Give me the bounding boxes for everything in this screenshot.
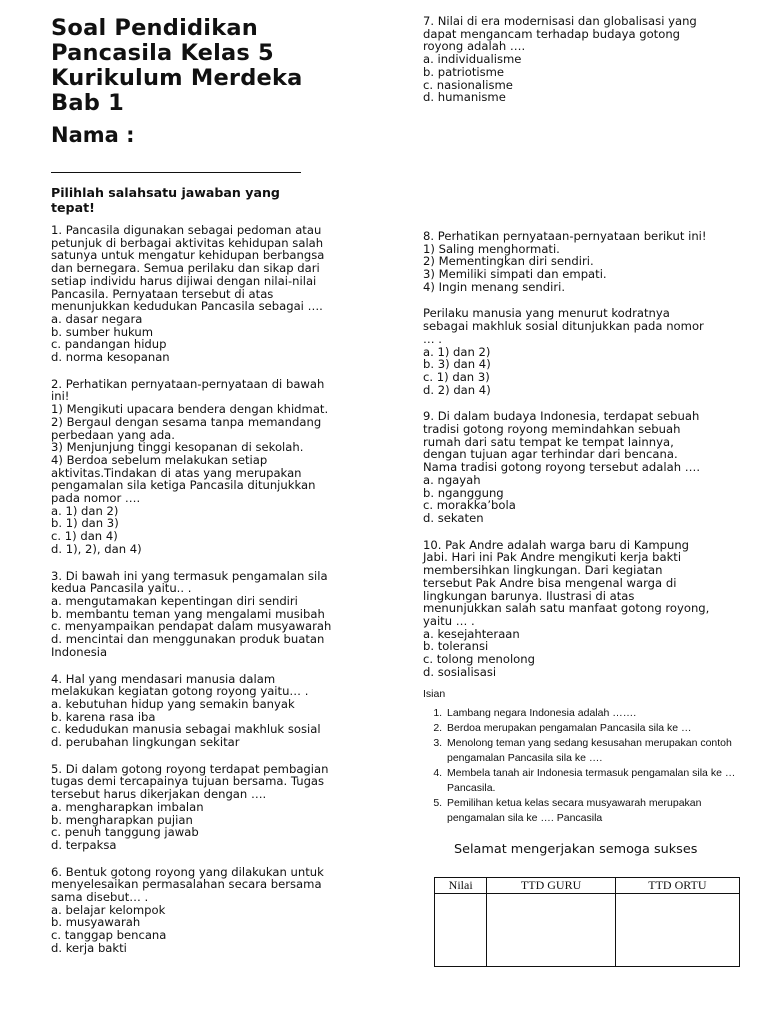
question-line: menunjukkan kedudukan Pancasila sebagai ….	[51, 299, 323, 314]
question-line: perbedaan yang ada.	[51, 427, 175, 442]
question-line: 1) Mengikuti upacara bendera dengan khidmat.	[51, 402, 329, 417]
question-line: b. membantu teman yang mengalami musibah	[51, 606, 325, 621]
ttd-ortu-cell[interactable]	[615, 894, 739, 967]
question-line: d. terpaksa	[51, 837, 117, 852]
question-line: a. individualisme	[423, 52, 522, 67]
question-block	[423, 230, 758, 294]
question-line: a. 1) dan 2)	[423, 344, 491, 359]
title-line: Kurikulum Merdeka	[51, 65, 303, 91]
question-line: tugas demi tercapainya tujuan bersama. Tugas	[51, 774, 325, 789]
question-line: c. morakka’bola	[423, 498, 516, 513]
question-line: d. perubahan lingkungan sekitar	[51, 735, 240, 750]
question-line: c. 1) dan 3)	[423, 369, 490, 384]
question-line: satunya untuk mengatur kehidupan berbangsa	[51, 248, 325, 263]
question-line: a. mengharapkan imbalan	[51, 799, 204, 814]
question-line: a. kebutuhan hidup yang semakin banyak	[51, 696, 295, 711]
question-line: dengan tujuan agar terhindar dari bencana.	[423, 447, 678, 462]
isian-list	[423, 706, 758, 826]
isian-item: 1. Lambang negara Indonesia adalah …….	[445, 706, 758, 721]
closing-text: Selamat mengerjakan semoga sukses	[454, 842, 698, 858]
question-line: rumah dari satu tempat ke tempat lainnya,	[423, 434, 674, 449]
question-line: d. kerja bakti	[51, 940, 127, 955]
right-questions	[423, 15, 758, 678]
question-line: b. toleransi	[423, 639, 489, 654]
question-line: aktivitas.Tindakan di atas yang merupakan	[51, 465, 302, 480]
name-line	[51, 172, 301, 173]
title-line: Soal Pendidikan	[51, 15, 258, 41]
header-ttd-ortu: TTD ORTU	[615, 878, 739, 894]
question-line: c. kedudukan manusia sebagai makhluk sosial	[51, 722, 321, 737]
question-block	[51, 673, 371, 749]
nilai-cell[interactable]	[435, 894, 487, 967]
isian-title: Isian	[423, 688, 446, 701]
question-line: tradisi gotong royong memindahkan sebuah	[423, 422, 681, 437]
left-column	[51, 0, 371, 955]
question-line: d. sosialisasi	[423, 664, 497, 679]
question-line: a. belajar kelompok	[51, 902, 166, 917]
name-label: Nama :	[51, 123, 135, 147]
question-line: a. dasar negara	[51, 311, 143, 326]
question-line: dan bernegara. Semua perilaku dan sikap dari	[51, 261, 320, 276]
question-block	[423, 15, 758, 104]
question-line: menyelesaikan permasalahan secara bersama	[51, 877, 322, 892]
left-questions	[51, 224, 371, 955]
question-line: 5. Di dalam gotong royong terdapat pembagian	[51, 761, 329, 776]
question-line: Nama tradisi gotong royong tersebut adalah ….	[423, 460, 701, 475]
question-line: petunjuk di berbagai aktivitas kehidupan salah	[51, 235, 324, 250]
question-line: a. kesejahteraan	[423, 626, 520, 641]
question-line: Perilaku manusia yang menurut kodratnya	[423, 306, 670, 321]
question-line: tersebut Pak Andre bisa mengenal warga di	[423, 575, 677, 590]
question-line: lingkungan barunya. Ilustrasi di atas	[423, 588, 635, 603]
ttd-guru-cell[interactable]	[487, 894, 615, 967]
question-line: 3) Menjunjung tinggi kesopanan di sekolah.	[51, 440, 304, 455]
question-line: 2) Mementingkan diri sendiri.	[423, 254, 594, 269]
question-block	[423, 539, 758, 679]
question-line: b. nganggung	[423, 485, 504, 500]
question-line: 3) Memiliki simpati dan empati.	[423, 267, 607, 282]
question-line: yaitu … .	[423, 613, 475, 628]
question-line: b. karena rasa iba	[51, 709, 156, 724]
question-line: … .	[423, 331, 442, 346]
instruction	[51, 185, 371, 215]
question-line: setiap individu harus dijiwai dengan nilai-nilai	[51, 273, 317, 288]
question-line: tersebut harus dikerjakan dengan ….	[51, 787, 267, 802]
question-block	[51, 378, 371, 556]
question-line: sebagai makhluk sosial ditunjukkan pada nomor	[423, 319, 704, 334]
header-nilai: Nilai	[435, 878, 487, 894]
question-line: melakukan kegiatan gotong royong yaitu… .	[51, 684, 309, 699]
question-line: c. 1) dan 4)	[51, 529, 118, 544]
question-line: c. pandangan hidup	[51, 337, 167, 352]
question-line: membersihkan lingkungan. Dari kegiatan	[423, 563, 663, 578]
question-line: 2) Bergaul dengan sesama tanpa memandang	[51, 414, 322, 429]
isian-item: 5. Pemilihan ketua kelas secara musyawarah merupakan pengamalan sila ke …. Pancasila	[445, 796, 758, 826]
question-line: d. norma kesopanan	[51, 350, 170, 365]
question-line: royong adalah ….	[423, 39, 526, 54]
question-line: menunjukkan salah satu manfaat gotong royong,	[423, 601, 710, 616]
question-line: d. mencintai dan menggunakan produk buatan	[51, 632, 325, 647]
question-line: d. 2) dan 4)	[423, 382, 491, 397]
signature-table	[434, 877, 740, 967]
question-line: b. mengharapkan pujian	[51, 812, 193, 827]
question-line: b. 3) dan 4)	[423, 357, 491, 372]
question-line: Indonesia	[51, 644, 108, 659]
question-line: c. menyampaikan pendapat dalam musyawarah	[51, 619, 332, 634]
question-line: c. tolong menolong	[423, 652, 535, 667]
question-line: d. sekaten	[423, 510, 484, 525]
question-block	[51, 224, 371, 364]
question-line: a. ngayah	[423, 472, 481, 487]
question-line: 2. Perhatikan pernyataan-pernyataan di bawah	[51, 376, 325, 391]
isian-item: 4. Membela tanah air Indonesia termasuk pengamalan sila ke … Pancasila.	[445, 766, 758, 796]
question-block	[51, 866, 371, 955]
question-line: Pancasila. Pernyataan tersebut di atas	[51, 286, 274, 301]
question-line: 8. Perhatikan pernyataan-pernyataan berikut ini!	[423, 228, 707, 243]
question-line: 1. Pancasila digunakan sebagai pedoman atau	[51, 223, 322, 237]
question-line: 10. Pak Andre adalah warga baru di Kampung	[423, 537, 690, 552]
question-line: b. patriotisme	[423, 64, 505, 79]
question-line: pada nomor ….	[51, 491, 141, 506]
question-line: a. mengutamakan kepentingan diri sendiri	[51, 593, 298, 608]
question-line: 4. Hal yang mendasari manusia dalam	[51, 671, 276, 686]
question-line: b. sumber hukum	[51, 324, 154, 339]
header-ttd-guru: TTD GURU	[487, 878, 615, 894]
question-block	[51, 763, 371, 852]
question-line: 9. Di dalam budaya Indonesia, terdapat sebuah	[423, 409, 700, 424]
question-line: 4) Berdoa sebelum melakukan setiap	[51, 452, 268, 467]
question-line: pengamalan sila ketiga Pancasila ditunjukkan	[51, 478, 316, 493]
question-line: d. 1), 2), dan 4)	[51, 541, 142, 556]
question-line: sama disebut… .	[51, 890, 149, 905]
question-line: 3. Di bawah ini yang termasuk pengamalan sila	[51, 568, 328, 583]
isian-item: 3. Menolong teman yang sedang kesusahan merupakan contoh pengamalan Pancasila sila ke ….	[445, 736, 758, 766]
right-column	[423, 0, 758, 857]
question-block	[423, 307, 758, 396]
question-line: 1) Saling menghormati.	[423, 241, 560, 256]
instruction-line: Pilihlah salahsatu jawaban yang	[51, 185, 280, 200]
question-line: 4) Ingin menang sendiri.	[423, 279, 566, 294]
instruction-line: tepat!	[51, 200, 95, 215]
title-line: Bab 1	[51, 90, 124, 116]
question-line: c. tanggap bencana	[51, 928, 167, 943]
question-line: c. penuh tanggung jawab	[51, 825, 199, 840]
question-line: kedua Pancasila yaitu.. .	[51, 581, 192, 596]
question-line: Jabi. Hari ini Pak Andre mengikuti kerja bakti	[423, 550, 682, 565]
question-block	[51, 570, 371, 659]
question-line: 6. Bentuk gotong royong yang dilakukan untuk	[51, 864, 324, 879]
question-line: dapat mengancam terhadap budaya gotong	[423, 26, 681, 41]
question-line: b. musyawarah	[51, 915, 141, 930]
question-line: a. 1) dan 2)	[51, 503, 119, 518]
question-line: c. nasionalisme	[423, 77, 513, 92]
question-line: d. humanisme	[423, 90, 506, 105]
question-block	[423, 410, 758, 524]
page-title	[51, 16, 371, 116]
question-line: ini!	[51, 389, 70, 404]
isian-item: 2. Berdoa merupakan pengamalan Pancasila sila ke …	[445, 721, 758, 736]
title-line: Pancasila Kelas 5	[51, 40, 274, 66]
question-line: 7. Nilai di era modernisasi dan globalisasi yang	[423, 14, 697, 28]
question-line: b. 1) dan 3)	[51, 516, 119, 531]
